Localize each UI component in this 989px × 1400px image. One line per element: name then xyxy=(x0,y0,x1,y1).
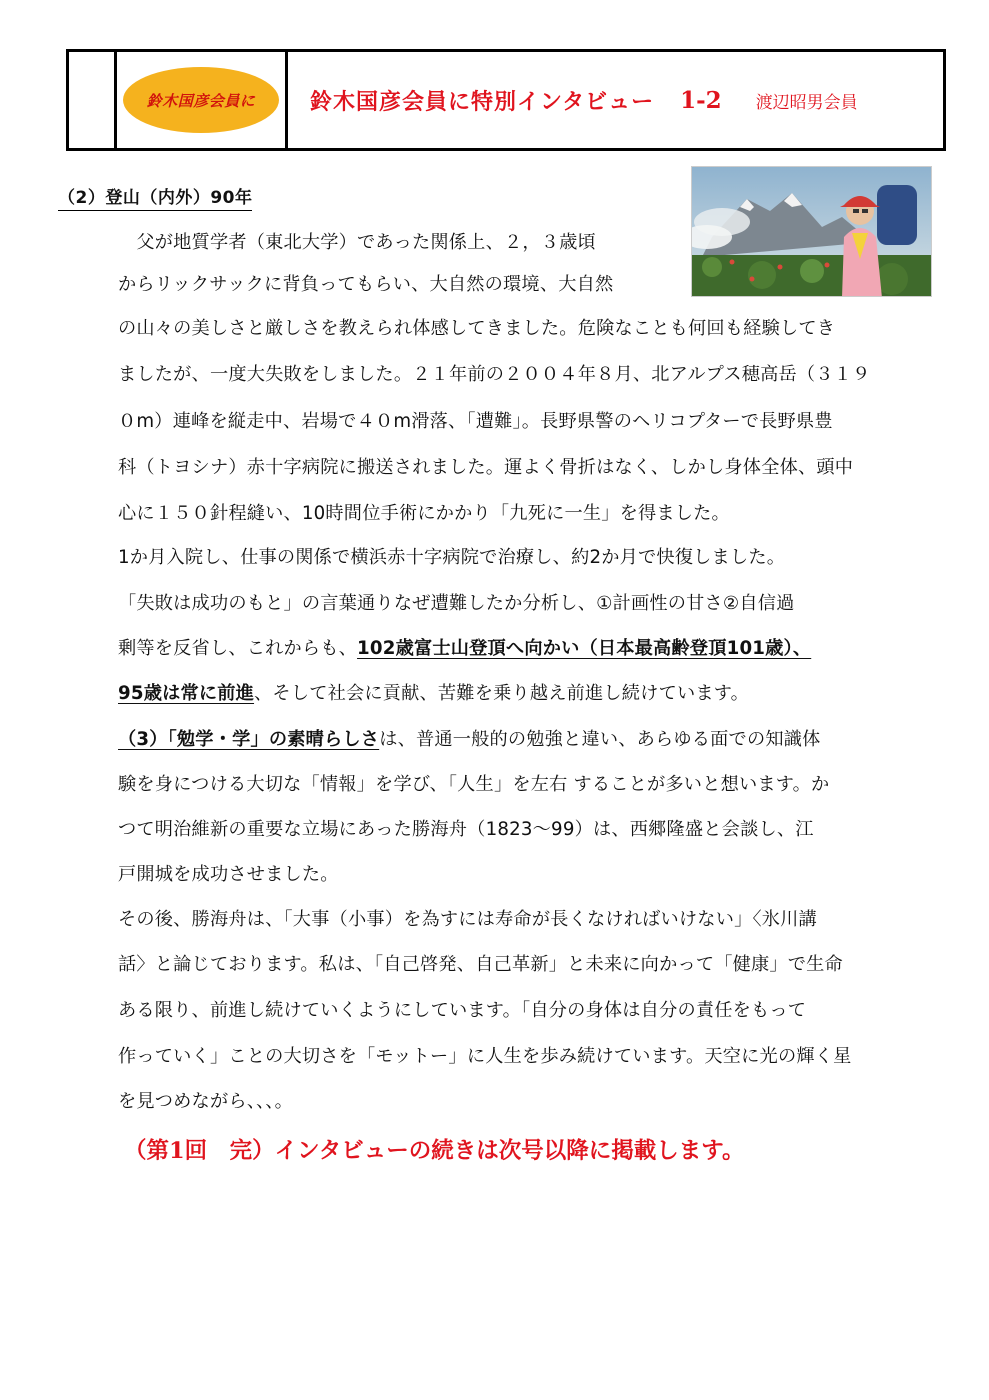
header-badge-cell xyxy=(117,52,288,148)
badge-ellipse: 鈴木国彦会員に xyxy=(123,67,279,133)
header-title-cell xyxy=(288,52,943,148)
body-line: ０m）連峰を縦走中、岩場で４０m滑落、「遭難」。長野県警のヘリコプターで長野県豊 xyxy=(118,411,833,432)
body-line: 95歳は常に前進、そして社会に貢献、苦難を乗り越え前進し続けています。 xyxy=(118,683,750,704)
body-line: からリックサックに背負ってもらい、大自然の環境、大自然 xyxy=(118,274,614,295)
body-line: 心に１５０針程縫い、10時間位手術にかかり「九死に一生」を得ました。 xyxy=(118,503,730,524)
body-line: 作っていく」ことの大切さを「モットー」に人生を歩み続けています。天空に光の輝く星 xyxy=(118,1046,852,1067)
body-line: 剰等を反省し、これからも、102歳富士山登頂へ向かい（日本最高齢登頂101歳）、 xyxy=(118,638,812,659)
body-line: 科（トヨシナ）赤十字病院に搬送されました。運よく骨折はなく、しかし身体全体、頭中 xyxy=(118,457,854,478)
emphasis-always-forward: 95歳は常に前進 xyxy=(118,683,255,704)
section-heading-learning: （3）「勉学・学」の素晴らしさ xyxy=(118,729,380,750)
article-title: 鈴木国彦会員に特別インタビュー xyxy=(310,88,655,115)
section-heading-underline xyxy=(58,210,252,211)
body-line: ある限り、前進し続けていくようにしています。「自分の身体は自分の責任をもって xyxy=(118,1000,807,1021)
body-line: その後、勝海舟は、「大事（小事）を為すには寿命が長くなければいけない」〈氷川講 xyxy=(118,909,817,930)
closing-note: （第1回 完）インタビューの続きは次号以降に掲載します。 xyxy=(124,1138,745,1164)
article-number: 1-2 xyxy=(680,86,722,114)
article-header xyxy=(66,49,946,151)
section-heading-climbing: （2）登山（内外）90年 xyxy=(58,188,253,208)
emphasis-goal-fuji: 102歳富士山登頂へ向かい（日本最高齢登頂101歳）、 xyxy=(357,638,812,659)
body-line: 話〉と論じております。私は、「自己啓発、自己革新」と未来に向かって「健康」で生命 xyxy=(118,954,843,975)
body-line: 「失敗は成功のもと」の言葉通りなぜ遭難したか分析し、①計画性の甘さ②自信過 xyxy=(118,593,795,614)
body-line: 1か月入院し、仕事の関係で横浜赤十字病院で治療し、約2か月で快復しました。 xyxy=(118,547,786,568)
body-line: 父が地質学者（東北大学）であった関係上、２，３歳頃 xyxy=(118,232,596,253)
body-line: の山々の美しさと厳しさを教えられ体感してきました。危険なことも何回も経験してき xyxy=(118,318,836,339)
body-line: 戸開城を成功させました。 xyxy=(118,864,339,885)
body-line: つて明治維新の重要な立場にあった勝海舟（1823～99）は、西郷隆盛と会談し、江 xyxy=(118,819,814,840)
body-line: を見つめながら、、、。 xyxy=(118,1091,293,1112)
article-author: 渡辺昭男会員 xyxy=(755,92,858,113)
body-line: 験を身につける大切な「情報」を学び、「人生」を左右 することが多いと想います。か xyxy=(118,774,830,795)
section-heading-learning-line: （3）「勉学・学」の素晴らしさは、普通一般的の勉強と違い、あらゆる面での知識体 xyxy=(118,729,821,750)
body-line: ましたが、一度大失敗をしました。２１年前の２００４年８月、北アルプス穂高岳（３１９ xyxy=(118,364,871,385)
mountain-climber-photo xyxy=(691,166,932,297)
header-blank-cell xyxy=(69,52,117,148)
